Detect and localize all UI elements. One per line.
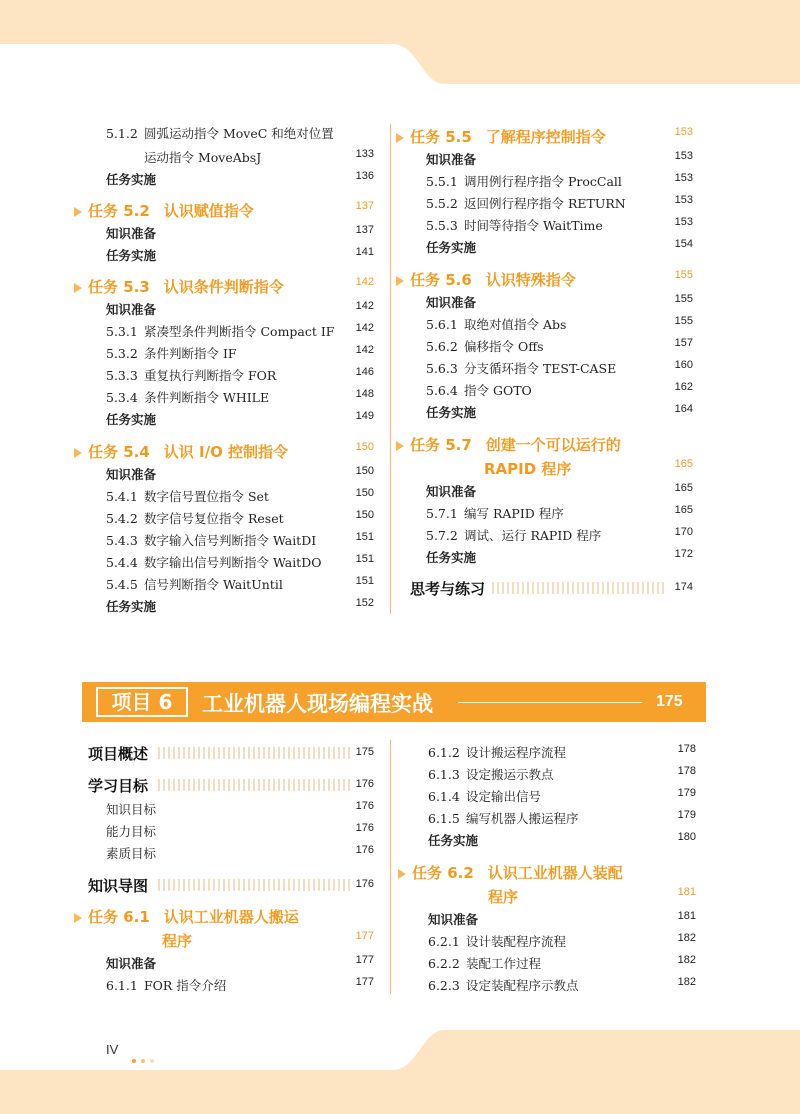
toc-entry[interactable]: 知识准备 150 [106,465,374,482]
section-heading[interactable]: 学习目标 176 [88,777,374,795]
footer-band [0,1030,800,1114]
toc-entry[interactable]: 5.3.3 重复执行判断指令 FOR 146 [106,366,374,383]
toc-entry[interactable]: 5.3.4 条件判断指令 WHILE 148 [106,388,374,405]
toc-entry[interactable]: 任务实施 141 [106,246,374,263]
leader-dots [158,747,350,759]
toc-entry[interactable]: 5.4.4 数字输出信号判断指令 WaitDO 151 [106,553,374,570]
toc-entry[interactable]: 5.6.2 偏移指令 Offs 157 [426,337,693,354]
toc-entry[interactable]: 任务实施 152 [106,597,374,614]
task-heading[interactable]: 任务 5.5 了解程序控制指令 153 [396,126,693,147]
toc-entry[interactable]: 5.6.4 指令 GOTO 162 [426,381,693,398]
toc-entry[interactable]: 5.6.1 取绝对值指令 Abs 155 [426,315,693,332]
toc-entry[interactable]: 任务实施 154 [426,238,693,255]
toc-entry[interactable]: 5.3.1 紧凑型条件判断指令 Compact IF 142 [106,322,374,339]
toc-entry[interactable]: 5.1.2 圆弧运动指令 MoveC 和绝对位置 [106,126,334,141]
toc-entry[interactable]: 5.4.1 数字信号置位指令 Set 150 [106,487,374,504]
toc-entry[interactable]: 运动指令 MoveAbsJ 133 [144,148,374,165]
triangle-bullet-icon [74,207,82,217]
toc-entry[interactable]: 5.5.1 调用例行程序指令 ProcCall 153 [426,172,693,189]
toc-entry[interactable]: 知识准备 142 [106,300,374,317]
project-page: 175 [656,693,683,710]
task-heading[interactable]: 任务 6.2 认识工业机器人装配 [398,862,696,883]
task-heading[interactable]: 任务 5.3 认识条件判断指令 142 [74,276,374,297]
triangle-bullet-icon [398,869,406,879]
toc-entry[interactable]: 5.7.1 编写 RAPID 程序 165 [426,504,693,521]
toc-entry[interactable]: 5.3.2 条件判断指令 IF 142 [106,344,374,361]
toc-entry[interactable]: 6.2.2 装配工作过程 182 [428,954,696,971]
toc-entry[interactable]: 知识准备 165 [426,482,693,499]
toc-entry[interactable]: 任务实施 149 [106,410,374,427]
section-heading[interactable]: 项目概述 175 [88,745,374,763]
toc-entry[interactable]: 知识准备 153 [426,150,693,167]
toc-entry[interactable]: 知识准备 137 [106,224,374,241]
toc-entry[interactable]: 知识目标 176 [106,800,374,817]
banner-rule [458,702,642,703]
task-heading-continued[interactable]: 程序 177 [162,930,374,950]
triangle-bullet-icon [396,441,404,451]
toc-entry[interactable]: 6.1.2 设计搬运程序流程 178 [428,743,696,760]
toc-entry[interactable]: 6.1.3 设定搬运示教点 178 [428,765,696,782]
triangle-bullet-icon [74,448,82,458]
task-heading[interactable]: 任务 5.6 认识特殊指令 155 [396,269,693,290]
toc-entry[interactable]: 知识准备 155 [426,293,693,310]
task-heading-continued[interactable]: RAPID 程序 165 [484,458,693,478]
task-heading[interactable]: 任务 5.4 认识 I/O 控制指令 150 [74,441,374,462]
page-folio: IV [106,1042,119,1057]
triangle-bullet-icon [74,283,82,293]
toc-entry[interactable]: 知识准备 177 [106,954,374,971]
toc-entry[interactable]: 素质目标 176 [106,844,374,861]
section-heading[interactable]: 知识导图 176 [88,877,374,895]
header-band [0,0,800,84]
task-heading[interactable]: 任务 5.2 认识赋值指令 137 [74,200,374,221]
toc-entry[interactable]: 6.1.5 编写机器人搬运程序 179 [428,809,696,826]
task-heading[interactable]: 任务 5.7 创建一个可以运行的 [396,434,693,455]
toc-entry[interactable]: 任务实施 136 [106,170,374,187]
task-heading-continued[interactable]: 程序 181 [488,886,696,906]
leader-dots [158,879,350,891]
toc-entry[interactable]: 6.2.1 设计装配程序流程 182 [428,932,696,949]
toc-entry[interactable]: 5.6.3 分支循环指令 TEST-CASE 160 [426,359,693,376]
triangle-bullet-icon [396,276,404,286]
folio-dots [132,1048,159,1067]
column-divider [390,124,391,614]
column-divider [390,740,391,994]
triangle-bullet-icon [396,133,404,143]
leader-dots [158,779,350,791]
toc-entry[interactable]: 知识准备 181 [428,910,696,927]
toc-entry[interactable]: 5.5.3 时间等待指令 WaitTime 153 [426,216,693,233]
leader-dots [492,582,664,594]
toc-entry[interactable]: 能力目标 176 [106,822,374,839]
toc-entry[interactable]: 任务实施 180 [428,831,696,848]
toc-entry[interactable]: 5.4.3 数字输入信号判断指令 WaitDI 151 [106,531,374,548]
toc-entry[interactable]: 6.1.1 FOR 指令介绍 177 [106,976,374,993]
toc-entry[interactable]: 任务实施 164 [426,403,693,420]
toc-entry[interactable]: 5.7.2 调试、运行 RAPID 程序 170 [426,526,693,543]
project-title[interactable]: 工业机器人现场编程实战 [202,692,433,716]
toc-entry[interactable]: 5.5.2 返回例行程序指令 RETURN 153 [426,194,693,211]
triangle-bullet-icon [74,913,82,923]
toc-entry[interactable]: 6.1.4 设定输出信号 179 [428,787,696,804]
section-heading[interactable]: 思考与练习 174 [410,580,693,598]
toc-entry[interactable]: 任务实施 172 [426,548,693,565]
task-heading[interactable]: 任务 6.1 认识工业机器人搬运 [74,906,374,927]
toc-entry[interactable]: 6.2.3 设定装配程序示教点 182 [428,976,696,993]
toc-entry[interactable]: 5.4.5 信号判断指令 WaitUntil 151 [106,575,374,592]
project-tag: 项目 6 [96,687,188,717]
toc-entry[interactable]: 5.4.2 数字信号复位指令 Reset 150 [106,509,374,526]
